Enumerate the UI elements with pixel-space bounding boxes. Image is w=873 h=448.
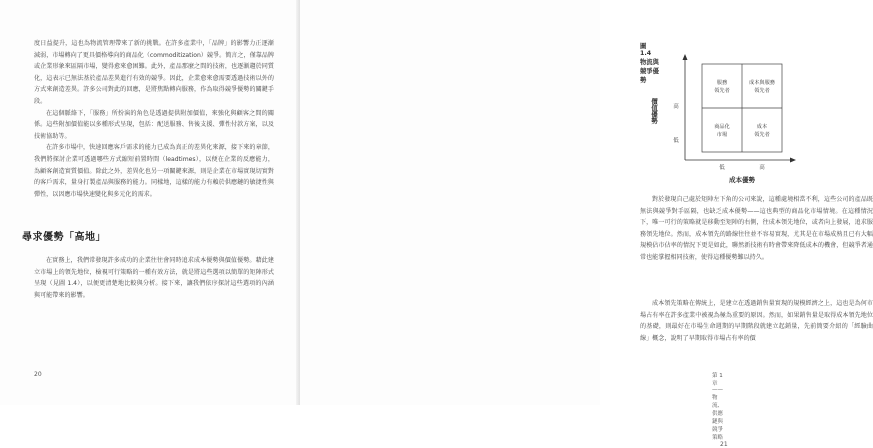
paragraph: 成本領先策略在傳統上，是建立在透過銷售量實現的規模經濟之上，這也是為何市場占有率在許多產業中被視為極為重要的原因。然而，如果銷售量是取得成本領先地位的基礎，則最好在市場生命週期的早期階段就建立起銷量，先前簡要介紹的「經驗曲線」概念，說明了早期取得市場占有率的價	[640, 300, 873, 342]
quadrant-label-line: 領先者	[714, 88, 730, 94]
right-page	[300, 0, 873, 448]
paragraph: 在實務上，我們常發現許多成功的企業往往會同時追求成本優勢與價值優勢。藉此建立市場上的領先地位，檢視可行策略的一種有效方法，就是將這些選項以簡單的矩陣形式呈現（見圖 1.4），以便更清楚地比較與分析。接下來，讓我們依序探討這些選項的內涵與可能帶來的影響。	[34, 257, 274, 299]
quadrant-label-line: 領先者	[754, 132, 770, 138]
competitive-advantage-matrix	[640, 50, 840, 190]
y-level-low: 低	[673, 138, 679, 144]
x-axis-arrow	[790, 158, 796, 163]
y-axis-label: 價值優勢	[650, 98, 658, 124]
figure-number: 圖 1.4	[640, 43, 652, 57]
x-level-high: 高	[759, 165, 765, 171]
x-axis-label: 成本優勢	[729, 176, 755, 184]
right-body-bottom	[640, 298, 873, 344]
quadrant-label-line: 領先者	[754, 88, 770, 94]
quadrant-label-line: 市場	[716, 132, 728, 138]
section-heading: 尋求優勢「高地」	[22, 232, 106, 243]
page-number-left: 20	[34, 371, 42, 378]
paragraph: 在許多市場中，快速回應客戶需求的能力已成為真正的差異化來源，接下來的章節，我們將探討企業可透過哪些方式縮短前置時間（leadtimes），以便在企業的反應能力，為顧客創造實質價值。除此之外，差異化也另一項關鍵來源，則是企業在市場實現切實對的客戶需求，量身打製產品與服務的能力。同樣地，這樣的能力有賴於供應鏈的敏捷性與彈性，以因應市場快速變化與多元化的需求。	[34, 144, 274, 198]
paragraph: 度日益提升，這也為物流管理帶來了新的挑戰。在許多產業中，「品牌」的影響力正逐漸減弱，市場轉向了更具價格導向的商品化（commoditization）競爭。簡言之，僅靠品牌或企業形象來區隔市場，變得愈來愈困難。此外，產品那麼之間的技術，也逐漸趨於同質化，這表示已無法基於產品差異進行有效的競爭。因此，企業愈來愈需要透過技術以外的方式來創造差異。許多公司對此的回應，是將焦點轉向服務，作為取得競爭優勢的關鍵手段。	[34, 40, 274, 105]
left-body-top	[34, 38, 274, 200]
page-number-right: 21	[720, 441, 728, 448]
quadrant-label-line: 成本與服務	[749, 80, 775, 86]
y-level-high: 高	[673, 104, 679, 110]
y-axis-arrow	[683, 54, 688, 60]
x-level-low: 低	[719, 165, 725, 171]
figure-title: 物流與競爭優勢	[640, 59, 659, 84]
paragraph: 對於發現自己處於矩陣左下角的公司來說，這種處境相當不利，這些公司的產品既無法與競爭對手區隔，也缺乏成本優勢——這也典型的商品化市場情境。在這種情況下，唯一可行的策略就是移動至矩陣的右側，往成本領先地位，或者向上發展，追求服務領先地位。然而，成本領先的路線往往並不容易實現，尤其是在市場成熟且已有大幅規模佔市佔率的情況下更是如此，聯然新技術有時會帶來降低成本的機會，但競爭者通常也能掌握相同技術，使得這種優勢難以持久。	[640, 196, 873, 261]
running-footer	[712, 371, 728, 448]
quadrant-label-line: 成本	[756, 124, 768, 130]
quadrant-label-line: 服務	[716, 80, 728, 86]
chapter-title: 第 1 章 —— 物流、供應鏈與競爭策略	[712, 373, 724, 441]
left-body-bottom	[34, 255, 274, 301]
left-page	[0, 0, 300, 405]
paragraph: 在這個脈絡下，「服務」所扮演的角色是透過提供附加價值，來強化與顧客之間的關係。這些附加價值能以多種形式呈現，包括：配送服務、售後支援、彈性付款方案，以及技術協助等。	[34, 109, 274, 140]
right-body-top	[640, 194, 873, 264]
quadrant-label-line: 商品化	[714, 124, 730, 130]
